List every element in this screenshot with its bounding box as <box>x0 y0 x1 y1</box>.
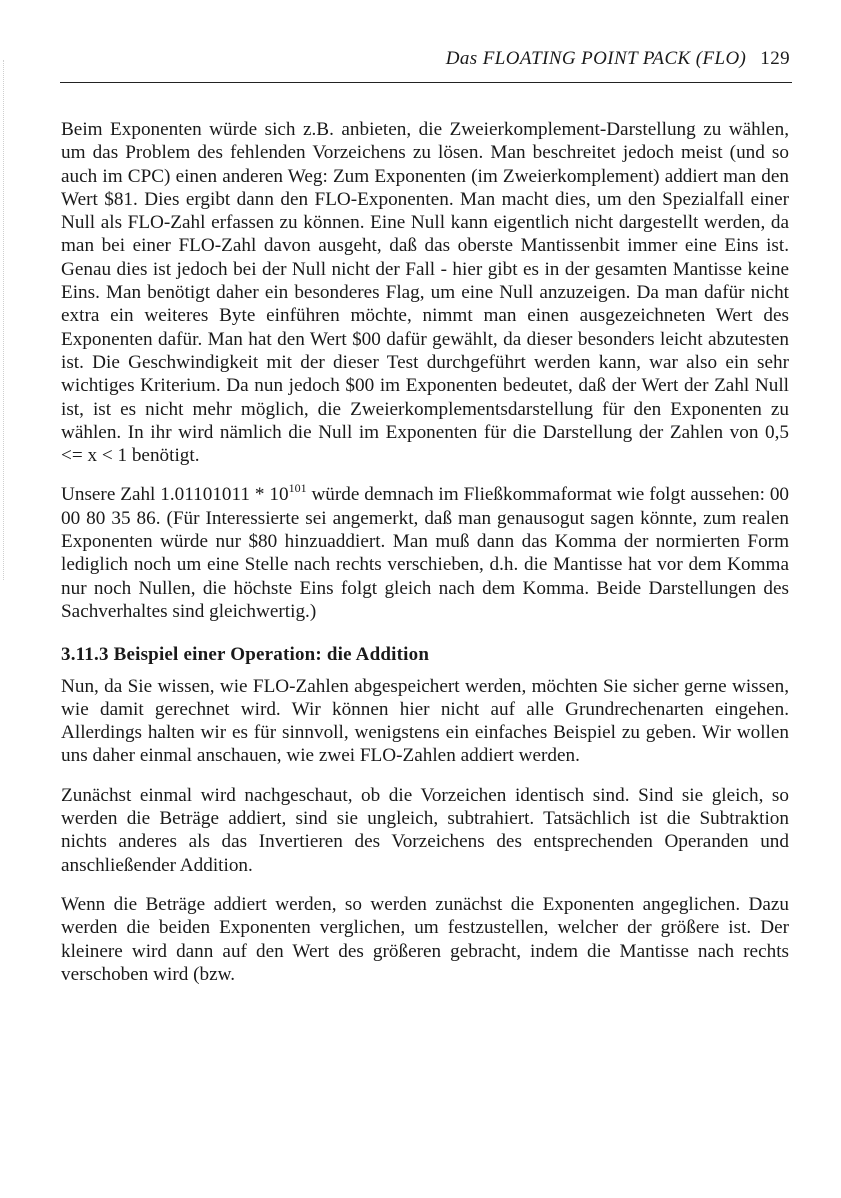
paragraph-2-rest: würde demnach im Fließkommaformat wie folgt aussehen: 00 00 80 35 86. (Für Interessierte sei angemerkt, daß man genausogut sagen könnte, zum realen Exponenten würde nur $80 hinzuaddiert. Man muß dann das Komma der normierten Form lediglich noch um eine Stelle nach rechts verschieben, d.h. die Mantisse hat vor dem Komma nur noch Nullen, die höchste Eins folgt gleich nach dem Komma. Beide Darstellungen des Sachverhaltes sind gleichwertig.) <box>61 484 790 622</box>
paragraph-5: Wenn die Beträge addiert werden, so werden zunächst die Exponenten angeglichen. Dazu werden die beiden Exponenten verglichen, um festzustellen, welcher der größere ist. Der kleinere wird dann auf den Wert des größeren gebracht, indem die Mantisse nach rechts verschoben wird (bzw. <box>61 893 789 985</box>
paragraph-3: Nun, da Sie wissen, wie FLO-Zahlen abgespeichert werden, möchten Sie sicher gerne wissen, wie damit gerechnet wird. Wir können hier nicht auf alle Grundrechenarten eingehen. Allerdings halten wir es für sinnvoll, wenigstens ein einfaches Beispiel zu geben. Wir wollen uns daher einmal anschauen, wie zwei FLO-Zahlen addiert werden. <box>61 675 789 767</box>
page-body <box>61 118 789 986</box>
section-heading: 3.11.3 Beispiel einer Operation: die Addition <box>61 644 430 666</box>
scan-edge-marks <box>3 60 6 580</box>
paragraph-2-lead: Unsere Zahl 1.01101011 * 10 <box>61 484 289 506</box>
paragraph-1: Beim Exponenten würde sich z.B. anbieten, die Zweierkomplement-Darstellung zu wählen, um das Problem des fehlenden Vorzeichens zu lösen. Man beschreitet jedoch meist (und so auch im CPC) einen anderen Weg: Zum Exponenten (im Zweierkomplement) addiert man den Wert $81. Dies ergibt dann den FLO-Exponenten. Man macht dies, um den Spezialfall einer Null als FLO-Zahl erfassen zu können. Eine Null kann eigentlich nicht dargestellt werden, da man bei einer FLO-Zahl davon ausgeht, daß das oberste Mantissenbit immer eine Eins ist. Genau dies ist jedoch bei der Null nicht der Fall - hier gibt es in der gesamten Mantisse keine Eins. Man benötigt daher ein besonderes Flag, um eine Null anzuzeigen. Da man dafür nicht extra ein weiteres Byte einführen möchte, nimmt man einen ausgezeichneten Wert des Exponenten dafür. Man hat den Wert $00 dafür gewählt, da dieser besonders leicht abzutesten ist. Die Geschwindigkeit mit der dieser Test durchgeführt werden kann, war also ein sehr wichtiges Kriterium. Da nun jedoch $00 im Exponenten bedeutet, daß der Wert der Zahl Null ist, ist es nicht mehr möglich, die Zweierkomplementsdarstellung für den Exponenten zu wählen. In ihr wird nämlich die Null im Exponenten für die Darstellung der Zahlen von 0,5 <= x < 1 benötigt. <box>61 119 789 467</box>
power-exponent: 101 <box>288 481 307 496</box>
running-header <box>60 48 790 76</box>
header-rule <box>60 82 792 83</box>
paragraph-4: Zunächst einmal wird nachgeschaut, ob die Vorzeichen identisch sind. Sind sie gleich, so werden die Beträge addiert, sind sie ungleich, subtrahiert. Tatsächlich ist die Subtraktion nichts anderes als das Invertieren des Vorzeichens des entsprechenden Operanden und anschließender Addition. <box>61 784 789 876</box>
page-number: 129 <box>760 48 790 69</box>
paragraph-2 <box>61 483 789 623</box>
running-header-title: Das FLOATING POINT PACK (FLO) <box>445 48 747 69</box>
